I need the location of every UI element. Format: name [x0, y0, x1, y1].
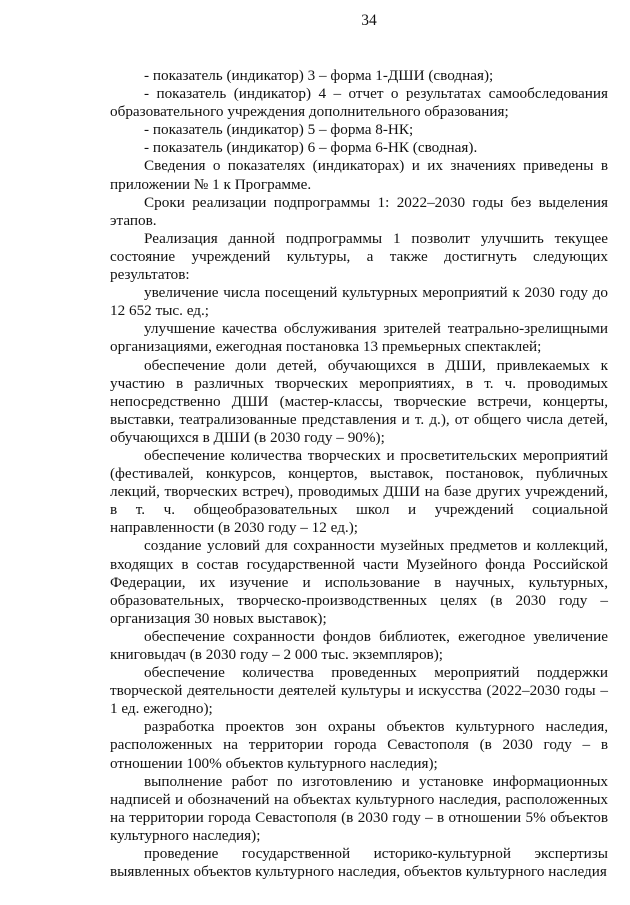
page-number: 34 — [361, 12, 377, 29]
body-text — [110, 67, 608, 881]
paragraph: увеличение числа посещений культурных мероприятий к 2030 году до 12 652 тыс. ед.; — [110, 284, 608, 320]
paragraph: - показатель (индикатор) 6 – форма 6-НК (сводная). — [144, 139, 478, 157]
paragraph: улучшение качества обслуживания зрителей театрально-зрелищными организациями, ежегодная постановка 13 премьерных спектаклей; — [110, 320, 608, 356]
paragraph: обеспечение количества проведенных мероприятий поддержки творческой деятельности деятелей культуры и искусства (2022–2030 годы – 1 ед. ежегодно); — [110, 664, 608, 718]
paragraph: обеспечение количества творческих и просветительских мероприятий (фестивалей, конкурсов, концертов, выставок, постановок, публичных лекций, творческих встреч), проводимых ДШИ на базе других учреждений, в т. ч. общеобразовательных школ и учреждений социальной направленности (в 2030 году – 12 ед.); — [110, 446, 608, 537]
paragraph: обеспечение сохранности фондов библиотек, ежегодное увеличение книговыдач (в 2030 году – 2 000 тыс. экземпляров); — [110, 627, 608, 663]
paragraph: - показатель (индикатор) 3 – форма 1-ДШИ (сводная); — [144, 67, 494, 84]
paragraph: Сведения о показателях (индикаторах) и их значениях приведены в приложении № 1 к Программе. — [110, 157, 608, 193]
paragraph: - показатель (индикатор) 5 – форма 8-НК; — [144, 121, 414, 139]
paragraph: Реализация данной подпрограммы 1 позволит улучшить текущее состояние учреждений культуры, а также достигнуть следующих результатов: — [110, 229, 608, 284]
paragraph: - показатель (индикатор) 4 – отчет о результатах самообследования образовательного учреждения дополнительного образования; — [110, 85, 608, 121]
paragraph: обеспечение доли детей, обучающихся в ДШИ, привлекаемых к участию в различных творческих мероприятиях, в т. ч. проводимых непосредственно ДШИ (мастер-классы, творческие встречи, концерты, выставки, театрализованные представления и т. д.), от общего числа детей, обучающихся в ДШИ (в 2030 году – 90%); — [110, 356, 608, 446]
paragraph: разработка проектов зон охраны объектов культурного наследия, расположенных на территории города Севастополя (в 2030 году – в отношении 100% объектов культурного наследия); — [110, 718, 608, 772]
paragraph: проведение государственной историко-культурной экспертизы выявленных объектов культурного наследия, объектов культурного наследия — [110, 845, 608, 881]
paragraph: Сроки реализации подпрограммы 1: 2022–2030 годы без выделения этапов. — [110, 193, 608, 229]
paragraph: создание условий для сохранности музейных предметов и коллекций, входящих в состав государственной части Музейного фонда Российской Федерации, их изучение и использование в научных, культурных, образовательных, творческо-производственных целях (в 2030 году – организация 30 новых выставок); — [110, 537, 608, 627]
paragraph: выполнение работ по изготовлению и установке информационных надписей и обозначений на объектах культурного наследия, расположенных на территории города Севастополя (в 2030 году – в отношении 5% объектов культурного наследия); — [110, 772, 608, 844]
